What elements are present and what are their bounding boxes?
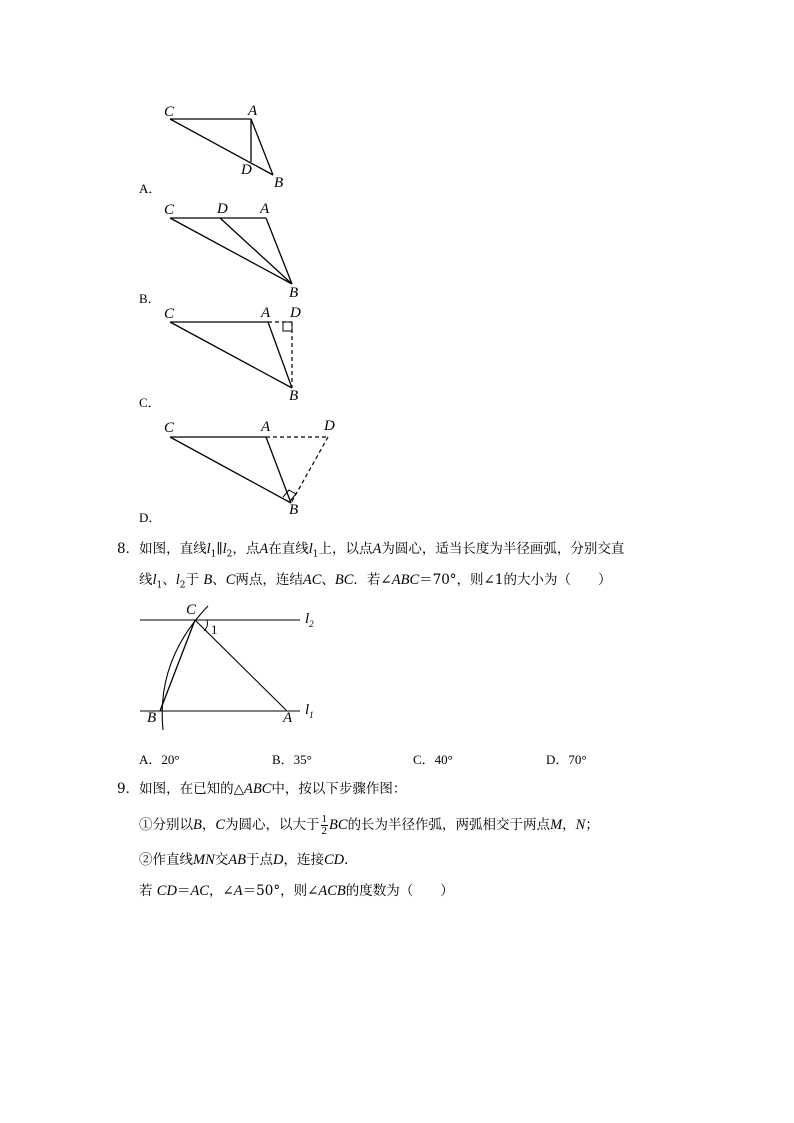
q7c-label-b: B	[289, 388, 299, 404]
q8-fig-label-c: C	[186, 602, 197, 618]
q7b-label-c: C	[164, 202, 175, 218]
q8-fig-label-l2: $l_2$	[305, 611, 314, 629]
q9-step-2: ②作直线MN交AB于点D，连接CD．	[139, 852, 358, 868]
q7b-label-d: D	[217, 201, 228, 217]
q7d-label-c: C	[164, 420, 175, 436]
q7-option-a[interactable]: A．	[139, 181, 162, 196]
q7-option-b[interactable]: B．	[139, 291, 161, 306]
q7a-label-b: B	[274, 175, 284, 191]
q7a-label-c: C	[164, 104, 175, 120]
q8-fig-label-l1: $l_1$	[305, 702, 314, 720]
q9-condition: 若 CD＝AC，∠A＝50°，则∠ACB的度数为（ ）	[139, 883, 454, 899]
q9-line-1: 9．如图，在已知的△ABC中，按以下步骤作图：	[117, 781, 407, 797]
q8-choice-c[interactable]: C．40°	[413, 752, 453, 767]
q8-fig-label-b: B	[147, 710, 157, 726]
q7a-label-d: D	[241, 162, 252, 178]
q7-option-d[interactable]: D．	[139, 510, 162, 525]
q7a-label-a: A	[248, 103, 258, 119]
q7c-label-c: C	[164, 306, 175, 322]
q8-line-2: 线$l_1$、$l_2$于 B、C两点，连结AC、BC．若∠ABC＝70°，则∠1的大小为（ ）	[139, 572, 612, 591]
q7b-label-b: B	[289, 285, 299, 301]
q8-line-1: 8．如图，直线$l_1\parallel l_2$，点A在直线$l_1$上，以点A为圆心，适当长度为半径画弧，分别交直	[117, 541, 625, 560]
q9-step-1: ①分别以B，C为圆心，以大于 $\frac{1}{2}$ BC的长为半径作弧，两弧相交于两点M，N；	[139, 813, 599, 837]
q8-choice-d[interactable]: D．70°	[546, 752, 587, 767]
q7c-label-a: A	[261, 305, 271, 321]
q8-fig-angle-1: 1	[211, 622, 218, 637]
q9-fraction: $\frac{1}{2}$	[321, 813, 328, 837]
q7d-label-a: A	[261, 419, 271, 435]
q7d-label-d: D	[324, 418, 335, 434]
q8-choice-a[interactable]: A．20°	[139, 752, 180, 767]
q7c-label-d: D	[290, 305, 301, 321]
q7-option-c[interactable]: C．	[139, 395, 161, 410]
q7b-label-a: A	[260, 201, 270, 217]
q8-fig-label-a: A	[283, 710, 293, 726]
q7d-label-b: B	[289, 502, 299, 518]
q8-choice-b[interactable]: B．35°	[272, 752, 312, 767]
